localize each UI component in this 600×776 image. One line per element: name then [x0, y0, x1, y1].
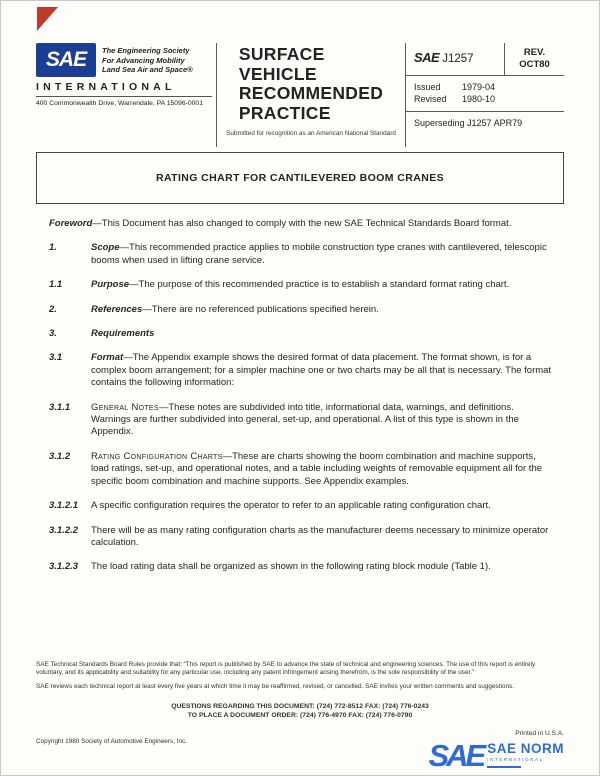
legal-notice-2: SAE reviews each technical report at least every five years at which time it may be reaffirmed, revised, or cancelled. SAE invites your written comments and suggestions. [36, 683, 514, 691]
paragraph-text [91, 242, 555, 267]
issued-line [414, 81, 564, 93]
doc-type-cell [216, 43, 406, 147]
footer-right-column [428, 729, 564, 773]
paragraph-purpose [49, 279, 555, 291]
section-number: 2. [49, 303, 57, 315]
paragraph-body: —The Appendix example shows the desired format of data placement. The format shown, is for a complex boom arrangement; for a simpler machine one or two charts may be all that is necessary. The format contains the following information: [91, 352, 552, 389]
doc-number-value: J1257 [442, 53, 474, 65]
sae-norm-underline [487, 766, 521, 768]
rev-value: OCT80 [519, 59, 550, 70]
paragraph-lead: General Notes [91, 401, 159, 413]
doc-number [406, 43, 504, 75]
doc-type-line-4: PRACTICE [238, 102, 331, 123]
document-header [36, 43, 564, 147]
doc-type-title [239, 45, 383, 123]
doc-number-sae: SAE [414, 50, 440, 65]
paragraph-references [49, 304, 555, 316]
issued-value: 1979-04 [462, 82, 496, 92]
order-phone-line: TO PLACE A DOCUMENT ORDER: (724) 776-4970 FAX: (724) 776-0790 [187, 712, 413, 720]
section-number: 3.1.2.2 [49, 524, 79, 536]
logo-row [36, 43, 212, 77]
superseding-note: Superseding J1257 APR79 [414, 118, 523, 128]
paragraph-lead: Purpose [91, 279, 130, 291]
paragraph-text [91, 279, 555, 291]
paragraph-text [49, 218, 555, 230]
doc-type-line-2: VEHICLE [238, 63, 317, 84]
paragraph-foreword [49, 218, 555, 230]
section-number: 1.1 [49, 279, 63, 291]
paragraph-requirements [49, 328, 555, 340]
printed-note: Printed in U.S.A. [515, 729, 564, 737]
tagline-line-1: The Engineering Society [102, 46, 190, 55]
paragraph-lead: Requirements [91, 328, 155, 340]
paragraph-3-1-2-3 [49, 561, 555, 573]
section-number: 3. [49, 328, 57, 340]
section-number: 1. [49, 242, 57, 254]
sae-norm-name: SAE NORM [487, 741, 564, 757]
revised-line [414, 93, 564, 105]
paragraph-body: —There are no referenced publications specified herein. [142, 303, 379, 315]
issue-dates [406, 76, 564, 112]
paragraph-text [91, 451, 555, 488]
contact-block [36, 702, 564, 721]
paragraph-body: There will be as many rating configuration charts as the manufacturer deems necessary to minimize operator calculation. [91, 524, 549, 548]
paragraph-lead: Rating Configuration Charts [91, 450, 223, 462]
sae-norm-stamp [428, 737, 564, 773]
legal-notice-1: SAE Technical Standards Board Rules provide that: “This report is published by SAE to advance the state of technical and engineering sciences. The use of this report is entirely voluntary, and its applicability and suitability for any particular use, including any patent infringement arising therefrom, is the sole responsibility of the user.” [36, 660, 536, 676]
paragraph-3-1-2-1 [49, 500, 555, 512]
paragraph-general-notes [49, 402, 555, 439]
section-number: 3.1.2 [49, 450, 71, 462]
doc-id-row [406, 43, 564, 76]
sae-logo-block [36, 43, 216, 147]
paragraph-text [91, 500, 555, 512]
paragraph-body: —These are charts showing the boom combination and machine supports, load ratings, set-up, and operational notes, and a table including weights of removable equipment all for the specific boom combination and machine supports. See Appendix examples. [91, 450, 543, 487]
paragraph-format [49, 352, 555, 389]
paragraph-scope [49, 242, 555, 267]
rev-label: REV. [523, 47, 546, 58]
section-number: 3.1 [49, 352, 63, 364]
paragraph-text [91, 402, 555, 439]
section-number: 3.1.2.1 [49, 500, 79, 512]
doc-id-block [406, 43, 564, 147]
sae-logo-text: SAE [45, 48, 87, 71]
section-number: 3.1.2.3 [49, 561, 79, 573]
paragraph-lead: Foreword [49, 218, 93, 229]
issued-label: Issued [414, 82, 441, 92]
revised-label: Revised [414, 94, 447, 104]
paragraph-lead: References [91, 303, 143, 315]
logo-tagline [102, 43, 193, 77]
sae-norm-subtitle: INTERNATIONAL [487, 757, 544, 763]
sae-norm-logo-icon: SAE [428, 737, 484, 773]
paragraph-lead: Scope [91, 242, 120, 254]
doc-type-line-1: SURFACE [238, 44, 325, 64]
paragraph-body: —The purpose of this recommended practice is to establish a standard format rating chart. [129, 279, 510, 291]
paragraph-text [91, 525, 555, 550]
paragraph-lead: Format [91, 352, 124, 364]
paragraph-body: —This Document has also changed to comply with the new SAE Technical Standards Board format. [92, 218, 512, 229]
section-number: 3.1.1 [49, 401, 71, 413]
doc-type-line-3: RECOMMENDED [238, 83, 384, 103]
sae-norm-text-block [487, 742, 564, 767]
paragraph-body: —These notes are subdivided into title, informational data, warnings, and definitions. Warnings are further subdivided into general, set-up, and operational. A list of this type is shown in the Appendix. [91, 401, 519, 438]
tagline-line-2: For Advancing Mobility [102, 55, 185, 65]
publisher-address: 400 Commonwealth Drive, Warrendale, PA 15096-0001 [36, 96, 212, 107]
paragraph-text [91, 304, 555, 316]
document-body [49, 218, 555, 586]
paragraph-body: The load rating data shall be organized as shown in the following rating block module (Table 1). [91, 561, 491, 573]
paragraph-text [91, 561, 555, 573]
revision-cell [504, 43, 564, 75]
sae-logo [36, 43, 96, 77]
footer-bottom-row [36, 729, 564, 773]
paragraph-body: —This recommended practice applies to mobile construction type cranes with cantilevered, telescopic booms when used in lifting crane service. [91, 242, 547, 266]
document-footer [36, 660, 564, 773]
paragraph-text [91, 352, 555, 389]
red-corner-mark [37, 7, 58, 31]
copyright-notice: Copyright 1980 Society of Automotive Engineers, Inc. [36, 737, 187, 745]
paragraph-text [91, 328, 555, 340]
paragraph-3-1-2-2 [49, 525, 555, 550]
paragraph-rating-configuration-charts [49, 451, 555, 488]
submitted-note: Submitted for recognition as an American National Standard [226, 130, 396, 137]
revised-value: 1980-10 [462, 94, 496, 104]
international-label: INTERNATIONAL [36, 81, 176, 93]
title-box [36, 152, 564, 204]
questions-phone-line: QUESTIONS REGARDING THIS DOCUMENT: (724) 772-8512 FAX: (724) 776-0243 [171, 702, 429, 710]
tagline-line-3: Land Sea Air and Space® [102, 65, 193, 74]
paragraph-body: A specific configuration requires the operator to refer to an applicable rating configuration chart. [91, 500, 491, 512]
document-title: RATING CHART FOR CANTILEVERED BOOM CRANES [155, 172, 445, 184]
